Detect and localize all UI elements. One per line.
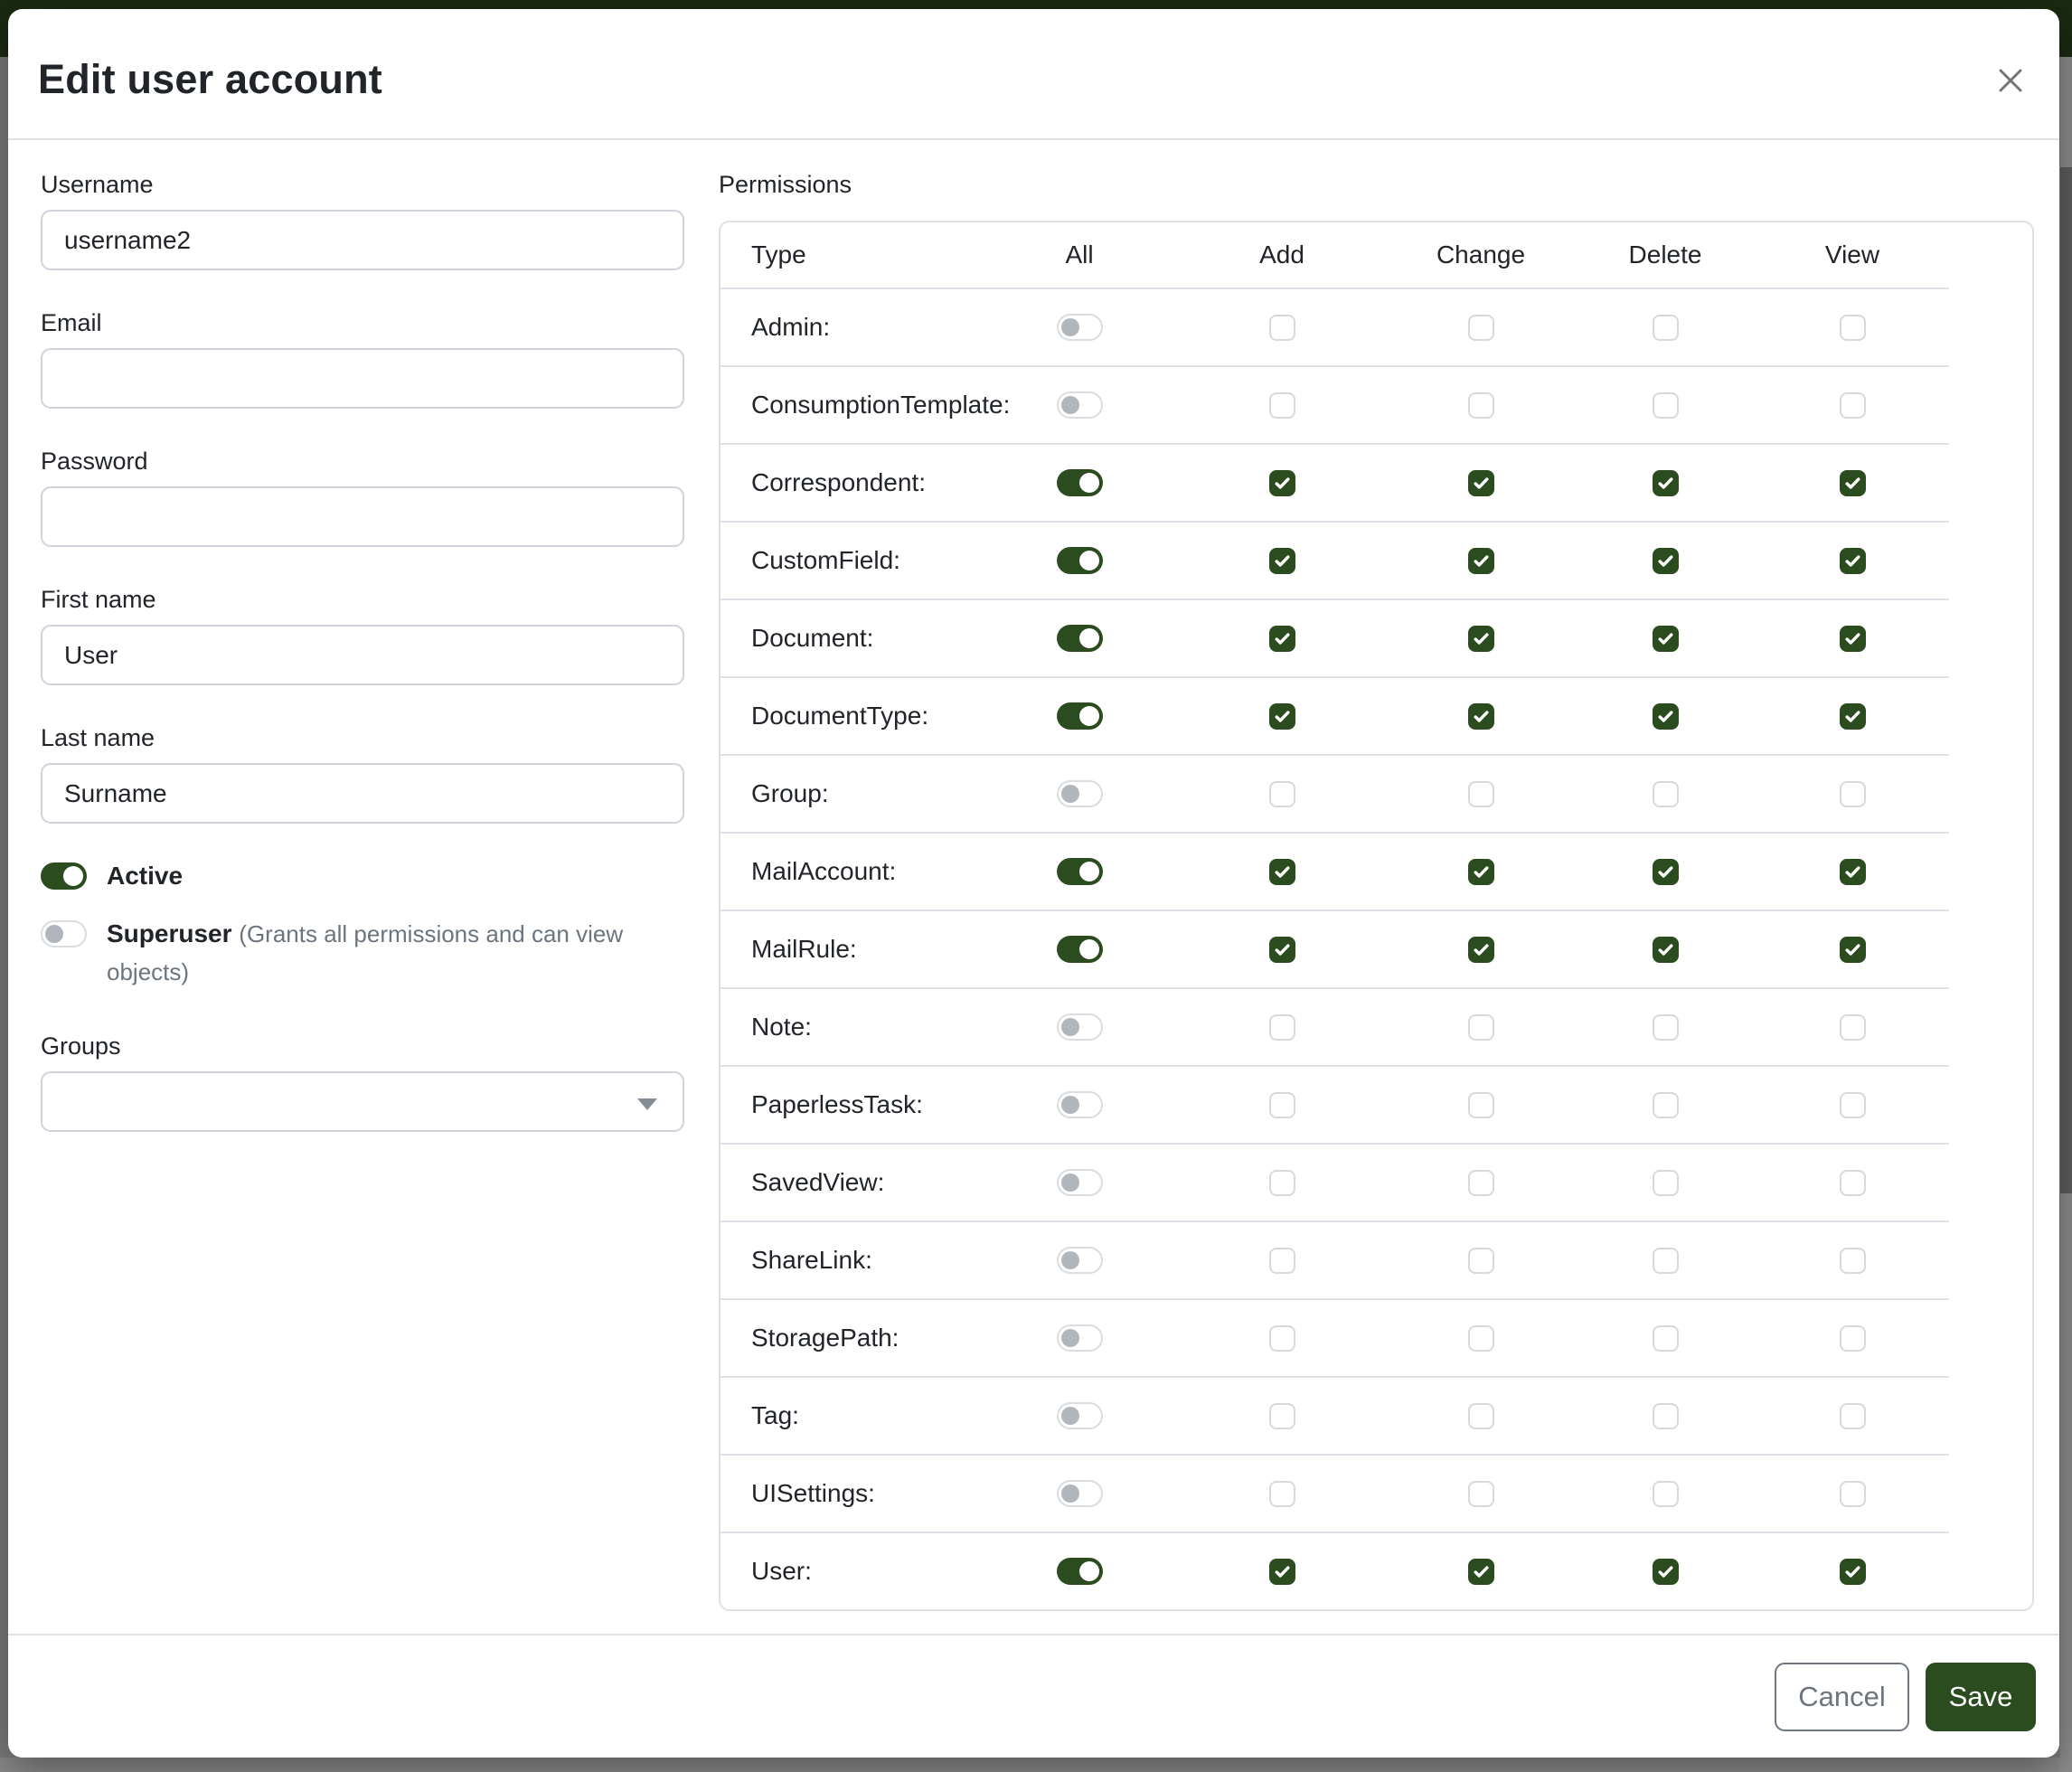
permission-change-checkbox[interactable] [1468,548,1494,574]
permission-add-checkbox[interactable] [1269,1248,1295,1274]
chevron-down-icon [637,1098,657,1110]
permission-add-checkbox[interactable] [1269,781,1295,807]
permission-change-checkbox[interactable] [1468,781,1494,807]
permission-add-checkbox[interactable] [1269,315,1295,341]
active-label: Active [107,862,184,890]
active-toggle[interactable] [41,862,87,890]
page-scrollbar-thumb[interactable] [2060,167,2072,1193]
permission-add-checkbox[interactable] [1269,1325,1295,1352]
active-label-wrap [107,857,636,895]
permission-view-checkbox[interactable] [1840,1014,1866,1041]
permission-all-toggle[interactable] [1057,1324,1103,1352]
permission-all-toggle[interactable] [1057,1247,1103,1274]
permission-add-checkbox[interactable] [1269,859,1295,885]
permission-change-checkbox[interactable] [1468,859,1494,885]
permission-type-label: PaperlessTask: [751,1090,923,1118]
permission-row [720,365,1949,443]
permission-type-label: Correspondent: [751,468,927,496]
permission-row [720,443,1949,521]
permission-delete-checkbox[interactable] [1653,1559,1679,1585]
permission-type-label: StoragePath: [751,1324,899,1352]
superuser-label: Superuser [107,919,232,947]
column-header-change: Change [1436,240,1526,269]
cancel-button[interactable]: Cancel [1775,1663,1909,1731]
permission-type-label: DocumentType: [751,702,929,730]
permission-type-label: Tag: [751,1401,799,1429]
permission-row [720,1298,1949,1376]
permission-view-checkbox[interactable] [1840,1170,1866,1196]
permission-change-checkbox[interactable] [1468,392,1494,419]
toggle-knob [1079,862,1099,881]
permission-view-checkbox[interactable] [1840,470,1866,496]
permission-type-label: CustomField: [751,546,900,574]
permission-row [720,1532,1949,1609]
password-group [41,448,684,547]
permission-all-toggle[interactable] [1057,1480,1103,1507]
toggle-knob [1061,1485,1079,1503]
permission-row [720,599,1949,676]
close-button[interactable] [1985,56,2036,107]
toggle-knob [1061,396,1079,414]
permission-delete-checkbox[interactable] [1653,1481,1679,1507]
permission-change-checkbox[interactable] [1468,1403,1494,1429]
toggle-knob [1061,318,1079,336]
toggle-knob [1079,706,1099,726]
permission-change-checkbox[interactable] [1468,1559,1494,1585]
permission-add-checkbox[interactable] [1269,1092,1295,1118]
permission-delete-checkbox[interactable] [1653,548,1679,574]
permission-change-checkbox[interactable] [1468,1248,1494,1274]
last-name-label: Last name [41,724,155,751]
permission-type-label: ConsumptionTemplate: [751,391,1011,419]
permission-all-toggle[interactable] [1057,314,1103,341]
permission-row [720,1221,1949,1298]
superuser-toggle[interactable] [41,920,87,947]
permission-all-toggle[interactable] [1057,1091,1103,1118]
permission-view-checkbox[interactable] [1840,392,1866,419]
permission-view-checkbox[interactable] [1840,1092,1866,1118]
permission-row [720,910,1949,987]
permissions-label: Permissions [719,171,852,198]
permission-add-checkbox[interactable] [1269,937,1295,963]
modal-body [8,140,2059,1643]
toggle-knob [1061,1251,1079,1269]
toggle-knob [1061,1407,1079,1425]
active-toggle-row [41,862,684,895]
modal-footer [8,1634,2059,1758]
permission-view-checkbox[interactable] [1840,626,1866,652]
column-header-view: View [1824,240,1880,269]
permission-view-checkbox[interactable] [1840,703,1866,730]
permission-view-checkbox[interactable] [1840,315,1866,341]
toggle-knob [1079,628,1099,648]
permission-add-checkbox[interactable] [1269,548,1295,574]
permission-view-checkbox[interactable] [1840,1248,1866,1274]
modal-header [8,9,2059,140]
permission-add-checkbox[interactable] [1269,1481,1295,1507]
permission-all-toggle[interactable] [1057,1558,1103,1585]
permission-delete-checkbox[interactable] [1653,392,1679,419]
permissions-header-row [720,222,1949,287]
edit-user-modal [8,9,2059,1758]
email-label: Email [41,309,102,336]
permission-add-checkbox[interactable] [1269,1014,1295,1041]
first-name-field[interactable] [41,625,684,685]
first-name-group [41,586,684,685]
permissions-table [719,221,2034,1611]
permission-delete-checkbox[interactable] [1653,703,1679,730]
toggle-knob [1061,785,1079,803]
email-field[interactable] [41,348,684,409]
permission-all-toggle[interactable] [1057,547,1103,574]
permission-type-label: Group: [751,779,829,807]
superuser-hint: (Grants all permissions and can view objects) [107,920,624,985]
permission-all-toggle[interactable] [1057,391,1103,419]
permission-all-toggle[interactable] [1057,1013,1103,1041]
permission-type-label: Admin: [751,313,831,341]
toggle-knob [1079,551,1099,570]
permission-row [720,1376,1949,1454]
permission-row [720,832,1949,910]
first-name-label: First name [41,586,156,613]
toggle-knob [1061,1096,1079,1114]
backdrop-bottom [0,1758,2072,1772]
username-label: Username [41,171,154,198]
permission-delete-checkbox[interactable] [1653,470,1679,496]
permission-delete-checkbox[interactable] [1653,1403,1679,1429]
permission-all-toggle[interactable] [1057,702,1103,730]
permission-change-checkbox[interactable] [1468,1170,1494,1196]
permission-add-checkbox[interactable] [1269,392,1295,419]
permission-add-checkbox[interactable] [1269,1170,1295,1196]
groups-select[interactable] [41,1071,684,1132]
permission-delete-checkbox[interactable] [1653,1170,1679,1196]
permission-add-checkbox[interactable] [1269,626,1295,652]
groups-group [41,1032,684,1132]
permission-delete-checkbox[interactable] [1653,1248,1679,1274]
permission-all-toggle[interactable] [1057,625,1103,652]
permission-change-checkbox[interactable] [1468,470,1494,496]
permission-view-checkbox[interactable] [1840,1403,1866,1429]
permission-row [720,987,1949,1065]
groups-label: Groups [41,1032,121,1060]
permission-add-checkbox[interactable] [1269,470,1295,496]
permission-delete-checkbox[interactable] [1653,937,1679,963]
password-field[interactable] [41,486,684,547]
permission-change-checkbox[interactable] [1468,1325,1494,1352]
last-name-group [41,724,684,824]
permission-type-label: MailAccount: [751,857,897,885]
permission-all-toggle[interactable] [1057,780,1103,807]
last-name-field[interactable] [41,763,684,824]
save-button[interactable]: Save [1926,1663,2036,1731]
permission-view-checkbox[interactable] [1840,781,1866,807]
email-group [41,309,684,409]
permission-add-checkbox[interactable] [1269,1559,1295,1585]
close-icon [1993,63,2028,100]
permission-view-checkbox[interactable] [1840,859,1866,885]
permission-delete-checkbox[interactable] [1653,626,1679,652]
column-header-delete: Delete [1628,240,1702,269]
permission-change-checkbox[interactable] [1468,1481,1494,1507]
permission-delete-checkbox[interactable] [1653,781,1679,807]
password-label: Password [41,448,148,475]
column-header-type: Type [751,240,806,269]
superuser-toggle-row [41,920,684,991]
account-form [41,171,684,1132]
permission-delete-checkbox[interactable] [1653,1092,1679,1118]
toggle-knob [1079,473,1099,493]
permission-delete-checkbox[interactable] [1653,859,1679,885]
permission-change-checkbox[interactable] [1468,1014,1494,1041]
permission-type-label: User: [751,1557,812,1585]
permission-type-label: SavedView: [751,1168,885,1196]
permission-delete-checkbox[interactable] [1653,1325,1679,1352]
permission-all-toggle[interactable] [1057,1402,1103,1429]
superuser-label-wrap [107,915,636,991]
permission-type-label: Document: [751,624,874,652]
permission-row [720,1065,1949,1143]
permissions-section [719,171,2034,1611]
permission-delete-checkbox[interactable] [1653,315,1679,341]
permission-type-label: MailRule: [751,935,857,963]
permission-view-checkbox[interactable] [1840,937,1866,963]
permission-row [720,754,1949,832]
permission-row [720,287,1949,365]
permission-change-checkbox[interactable] [1468,315,1494,341]
toggle-knob [1061,1018,1079,1036]
modal-title: Edit user account [38,56,382,102]
toggle-knob [1079,939,1099,959]
permission-row [720,1143,1949,1221]
username-input[interactable] [41,210,684,270]
permission-change-checkbox[interactable] [1468,1092,1494,1118]
permission-add-checkbox[interactable] [1269,1403,1295,1429]
permission-row [720,1454,1949,1532]
permission-type-label: Note: [751,1013,812,1041]
permission-all-toggle[interactable] [1057,936,1103,963]
permission-row [720,676,1949,754]
toggle-knob [63,866,83,886]
permission-change-checkbox[interactable] [1468,626,1494,652]
toggle-knob [1061,1329,1079,1347]
username-group [41,171,684,270]
permission-delete-checkbox[interactable] [1653,1014,1679,1041]
permission-change-checkbox[interactable] [1468,703,1494,730]
column-header-add: Add [1259,240,1304,269]
permission-add-checkbox[interactable] [1269,703,1295,730]
permission-all-toggle[interactable] [1057,1169,1103,1196]
toggle-knob [1079,1561,1099,1581]
permission-view-checkbox[interactable] [1840,1325,1866,1352]
permission-all-toggle[interactable] [1057,469,1103,496]
permission-row [720,521,1949,599]
permission-change-checkbox[interactable] [1468,937,1494,963]
permission-view-checkbox[interactable] [1840,1481,1866,1507]
column-header-all: All [1065,240,1094,269]
permission-view-checkbox[interactable] [1840,1559,1866,1585]
permission-view-checkbox[interactable] [1840,548,1866,574]
toggle-knob [45,925,63,943]
toggle-knob [1061,1173,1079,1192]
permission-type-label: ShareLink: [751,1246,872,1274]
permission-type-label: UISettings: [751,1479,875,1507]
permission-all-toggle[interactable] [1057,858,1103,885]
